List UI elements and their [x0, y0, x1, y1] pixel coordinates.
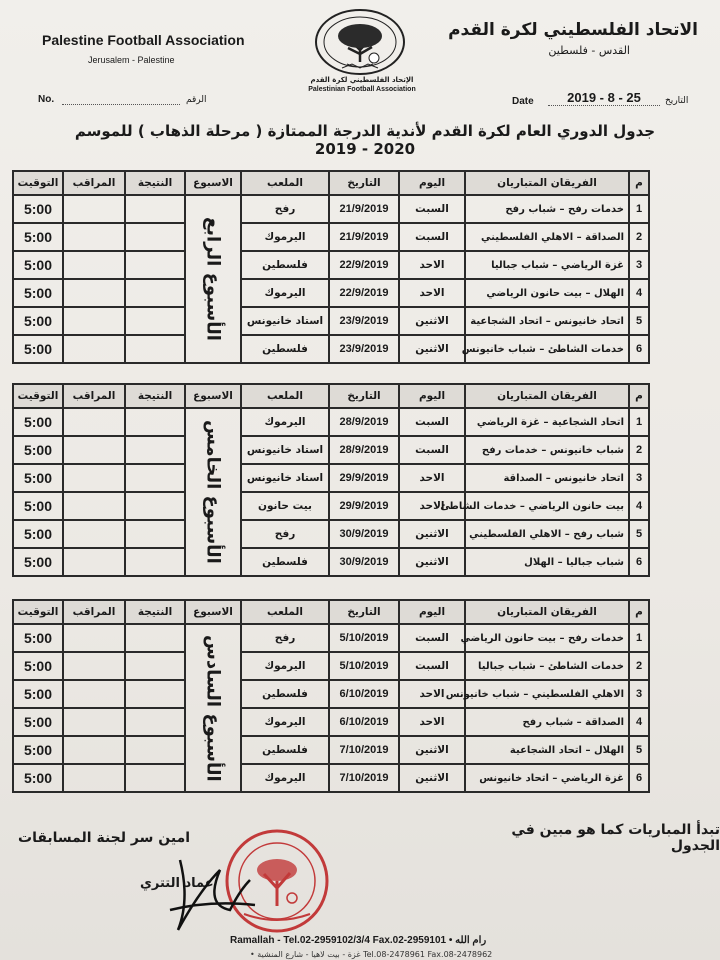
cell-result	[125, 736, 185, 764]
cell-num: 1	[629, 408, 649, 436]
cell-num: 5	[629, 520, 649, 548]
table-row	[13, 736, 649, 764]
association-location-ar: القدس - فلسطين	[548, 44, 630, 57]
cell-date: 23/9/2019	[329, 335, 399, 363]
cell-teams: اتحاد الشجاعية – غزة الرياضي	[465, 408, 629, 436]
cell-result	[125, 652, 185, 680]
cell-time: 5:00	[13, 436, 63, 464]
cell-venue: فلسطين	[241, 736, 329, 764]
logo-caption-ar: الإتحاد الفلسطيني لكرة القدم	[310, 76, 414, 84]
cell-observer	[63, 548, 125, 576]
column-header-venue: الملعب	[241, 171, 329, 195]
column-header-observer: المراقب	[63, 600, 125, 624]
cell-time: 5:00	[13, 492, 63, 520]
column-header-day: اليوم	[399, 600, 465, 624]
column-header-observer: المراقب	[63, 171, 125, 195]
cell-venue: اليرموك	[241, 279, 329, 307]
start-note: تبدأ المباريات كما هو مبين في الجدول	[511, 822, 720, 854]
column-header-date: التاريخ	[329, 384, 399, 408]
column-header-num: م	[629, 171, 649, 195]
cell-observer	[63, 624, 125, 652]
cell-num: 2	[629, 652, 649, 680]
cell-venue: استاد خانيونس	[241, 307, 329, 335]
cell-observer	[63, 520, 125, 548]
column-header-time: التوقيت	[13, 171, 63, 195]
cell-venue: رفح	[241, 195, 329, 223]
table-row	[13, 408, 649, 436]
cell-venue: استاد خانيونس	[241, 436, 329, 464]
cell-venue: فلسطين	[241, 548, 329, 576]
cell-day: الاثنين	[399, 307, 465, 335]
column-header-result: النتيجة	[125, 600, 185, 624]
table-row	[13, 624, 649, 652]
cell-date: 30/9/2019	[329, 520, 399, 548]
cell-day: السبت	[399, 652, 465, 680]
week-label: الأسبوع الرابع	[185, 195, 241, 363]
column-header-result: النتيجة	[125, 171, 185, 195]
cell-day: السبت	[399, 195, 465, 223]
column-header-week: الاسبوع	[185, 384, 241, 408]
table-row	[13, 279, 649, 307]
cell-venue: رفح	[241, 624, 329, 652]
week-label: الأسبوع الخامس	[185, 408, 241, 576]
column-header-teams: الفريقان المتباريان	[465, 384, 629, 408]
cell-teams: اتحاد خانيونس – اتحاد الشجاعية	[465, 307, 629, 335]
cell-teams: شباب جباليا – الهلال	[465, 548, 629, 576]
table-row	[13, 464, 649, 492]
cell-num: 6	[629, 335, 649, 363]
schedule-table-week-5	[12, 383, 650, 577]
cell-date: 5/10/2019	[329, 652, 399, 680]
cell-day: الاحد	[399, 680, 465, 708]
column-header-week: الاسبوع	[185, 171, 241, 195]
cell-result	[125, 335, 185, 363]
cell-result	[125, 408, 185, 436]
cell-venue: فلسطين	[241, 680, 329, 708]
cell-day: السبت	[399, 408, 465, 436]
cell-observer	[63, 492, 125, 520]
cell-date: 7/10/2019	[329, 736, 399, 764]
association-name-ar: الاتحاد الفلسطيني لكرة القدم	[448, 20, 698, 40]
cell-result	[125, 624, 185, 652]
date-label-ar: التاريخ	[665, 96, 689, 106]
signer-name: عماد التتري	[140, 876, 214, 891]
cell-day: الاثنين	[399, 736, 465, 764]
column-header-num: م	[629, 384, 649, 408]
cell-observer	[63, 195, 125, 223]
column-header-time: التوقيت	[13, 600, 63, 624]
cell-result	[125, 251, 185, 279]
cell-day: الاحد	[399, 251, 465, 279]
table-header-row	[13, 171, 649, 195]
cell-day: الاثنين	[399, 520, 465, 548]
cell-day: الاحد	[399, 492, 465, 520]
cell-teams: خدمات الشاطئ – شباب خانيونس	[465, 335, 629, 363]
table-row	[13, 436, 649, 464]
table-header-row	[13, 384, 649, 408]
cell-venue: اليرموك	[241, 708, 329, 736]
table-row	[13, 520, 649, 548]
logo-caption-en: Palestinian Football Association	[308, 86, 416, 93]
date-label: Date	[512, 96, 534, 107]
cell-observer	[63, 279, 125, 307]
cell-teams: خدمات رفح – شباب رفح	[465, 195, 629, 223]
cell-date: 23/9/2019	[329, 307, 399, 335]
cell-time: 5:00	[13, 223, 63, 251]
number-line	[62, 104, 180, 105]
cell-day: الاحد	[399, 464, 465, 492]
cell-day: السبت	[399, 624, 465, 652]
column-header-venue: الملعب	[241, 384, 329, 408]
cell-date: 7/10/2019	[329, 764, 399, 792]
cell-teams: شباب رفح – الاهلي الفلسطيني	[465, 520, 629, 548]
association-name-en: Palestine Football Association	[42, 32, 245, 48]
table-row	[13, 708, 649, 736]
cell-result	[125, 223, 185, 251]
cell-result	[125, 548, 185, 576]
table-row	[13, 307, 649, 335]
contact-text: Ramallah - Tel.02-2959102/3/4 Fax.02-2959101	[230, 935, 447, 946]
cell-date: 28/9/2019	[329, 408, 399, 436]
cell-num: 5	[629, 307, 649, 335]
cell-result	[125, 436, 185, 464]
schedule-table-week-4	[12, 170, 650, 364]
cell-result	[125, 520, 185, 548]
number-label-ar: الرقم	[186, 95, 207, 105]
cell-num: 3	[629, 464, 649, 492]
cell-venue: فلسطين	[241, 251, 329, 279]
cell-venue: رفح	[241, 520, 329, 548]
cell-teams: الصداقة – الاهلي الفلسطيني	[465, 223, 629, 251]
cell-num: 1	[629, 195, 649, 223]
cell-day: الاحد	[399, 708, 465, 736]
table-header-row	[13, 600, 649, 624]
cell-result	[125, 307, 185, 335]
cell-date: 30/9/2019	[329, 548, 399, 576]
cell-observer	[63, 307, 125, 335]
column-header-date: التاريخ	[329, 600, 399, 624]
cell-num: 2	[629, 436, 649, 464]
cell-time: 5:00	[13, 548, 63, 576]
cell-num: 4	[629, 492, 649, 520]
table-row	[13, 492, 649, 520]
column-header-venue: الملعب	[241, 600, 329, 624]
cell-result	[125, 680, 185, 708]
cell-teams: خدمات الشاطئ – شباب جباليا	[465, 652, 629, 680]
table-row	[13, 680, 649, 708]
signer-title: امين سر لجنة المسابقات	[18, 830, 191, 846]
column-header-observer: المراقب	[63, 384, 125, 408]
cell-date: 29/9/2019	[329, 464, 399, 492]
week-label: الأسبوع السادس	[185, 624, 241, 792]
cell-venue: فلسطين	[241, 335, 329, 363]
contact-line	[230, 935, 486, 946]
cell-venue: اليرموك	[241, 408, 329, 436]
table-row	[13, 335, 649, 363]
cell-time: 5:00	[13, 464, 63, 492]
cell-date: 6/10/2019	[329, 708, 399, 736]
column-header-day: اليوم	[399, 384, 465, 408]
cell-time: 5:00	[13, 708, 63, 736]
cell-day: الاثنين	[399, 335, 465, 363]
cell-date: 28/9/2019	[329, 436, 399, 464]
cell-result	[125, 492, 185, 520]
cell-num: 6	[629, 548, 649, 576]
cell-teams: الهلال – اتحاد الشجاعية	[465, 736, 629, 764]
column-header-teams: الفريقان المتباريان	[465, 171, 629, 195]
table-row	[13, 223, 649, 251]
column-header-date: التاريخ	[329, 171, 399, 195]
cell-date: 6/10/2019	[329, 680, 399, 708]
cell-time: 5:00	[13, 195, 63, 223]
cell-venue: اليرموك	[241, 764, 329, 792]
cell-num: 3	[629, 251, 649, 279]
cell-teams: بيت حانون الرياضي – خدمات الشاطئ	[465, 492, 629, 520]
cell-teams: الصداقة – شباب رفح	[465, 708, 629, 736]
cell-venue: استاد خانيونس	[241, 464, 329, 492]
cell-observer	[63, 408, 125, 436]
cell-num: 4	[629, 279, 649, 307]
cell-venue: اليرموك	[241, 652, 329, 680]
cell-time: 5:00	[13, 335, 63, 363]
cell-date: 5/10/2019	[329, 624, 399, 652]
cell-date: 21/9/2019	[329, 223, 399, 251]
table-row	[13, 251, 649, 279]
date-value: 2019 - 8 - 25	[548, 90, 660, 106]
table-row	[13, 652, 649, 680]
column-header-num: م	[629, 600, 649, 624]
cell-num: 3	[629, 680, 649, 708]
cell-day: الاثنين	[399, 764, 465, 792]
cell-result	[125, 764, 185, 792]
cell-time: 5:00	[13, 652, 63, 680]
cell-date: 22/9/2019	[329, 251, 399, 279]
cell-time: 5:00	[13, 307, 63, 335]
cell-result	[125, 708, 185, 736]
cell-day: الاثنين	[399, 548, 465, 576]
number-label: No.	[38, 94, 55, 105]
cell-num: 1	[629, 624, 649, 652]
document-title: جدول الدوري العام لكرة القدم لأندية الدرجة الممتازة ( مرحلة الذهاب ) للموسم 2020 - 2019	[74, 122, 656, 158]
cell-venue: اليرموك	[241, 223, 329, 251]
cell-observer	[63, 652, 125, 680]
column-header-time: التوقيت	[13, 384, 63, 408]
handwritten-signature-icon	[160, 850, 260, 940]
cell-teams: الاهلي الفلسطيني – شباب خانيونس	[465, 680, 629, 708]
cell-observer	[63, 736, 125, 764]
cell-time: 5:00	[13, 520, 63, 548]
column-header-teams: الفريقان المتباريان	[465, 600, 629, 624]
table-row	[13, 548, 649, 576]
cell-time: 5:00	[13, 736, 63, 764]
cell-observer	[63, 251, 125, 279]
cell-time: 5:00	[13, 624, 63, 652]
column-header-result: النتيجة	[125, 384, 185, 408]
cell-teams: غزة الرياضي – شباب جباليا	[465, 251, 629, 279]
cell-observer	[63, 436, 125, 464]
contact-line-2: • غزة - بيت لاهيا - شارع المنشية Tel.08-2478961 Fax.08-2478962	[250, 950, 493, 959]
table-row	[13, 195, 649, 223]
cell-result	[125, 279, 185, 307]
cell-date: 22/9/2019	[329, 279, 399, 307]
table-row	[13, 764, 649, 792]
cell-teams: اتحاد خانيونس – الصداقة	[465, 464, 629, 492]
column-header-day: اليوم	[399, 171, 465, 195]
cell-venue: بيت حانون	[241, 492, 329, 520]
cell-num: 6	[629, 764, 649, 792]
cell-observer	[63, 464, 125, 492]
cell-time: 5:00	[13, 680, 63, 708]
cell-observer	[63, 335, 125, 363]
cell-teams: شباب خانيونس – خدمات رفح	[465, 436, 629, 464]
column-header-week: الاسبوع	[185, 600, 241, 624]
cell-num: 5	[629, 736, 649, 764]
cell-teams: خدمات رفح – بيت حانون الرياضي	[465, 624, 629, 652]
cell-day: السبت	[399, 436, 465, 464]
cell-observer	[63, 764, 125, 792]
cell-teams: الهلال – بيت حانون الرياضي	[465, 279, 629, 307]
contact-city-ar: • رام الله	[448, 935, 487, 946]
cell-num: 2	[629, 223, 649, 251]
cell-time: 5:00	[13, 279, 63, 307]
cell-observer	[63, 680, 125, 708]
schedule-table-week-6	[12, 599, 650, 793]
cell-day: السبت	[399, 223, 465, 251]
cell-result	[125, 464, 185, 492]
association-location-en: Jerusalem - Palestine	[88, 55, 175, 65]
cell-date: 21/9/2019	[329, 195, 399, 223]
cell-day: الاحد	[399, 279, 465, 307]
cell-num: 4	[629, 708, 649, 736]
cell-time: 5:00	[13, 251, 63, 279]
cell-observer	[63, 708, 125, 736]
cell-result	[125, 195, 185, 223]
cell-teams: غزة الرياضي – اتحاد خانيونس	[465, 764, 629, 792]
cell-date: 29/9/2019	[329, 492, 399, 520]
cell-time: 5:00	[13, 408, 63, 436]
cell-observer	[63, 223, 125, 251]
cell-time: 5:00	[13, 764, 63, 792]
